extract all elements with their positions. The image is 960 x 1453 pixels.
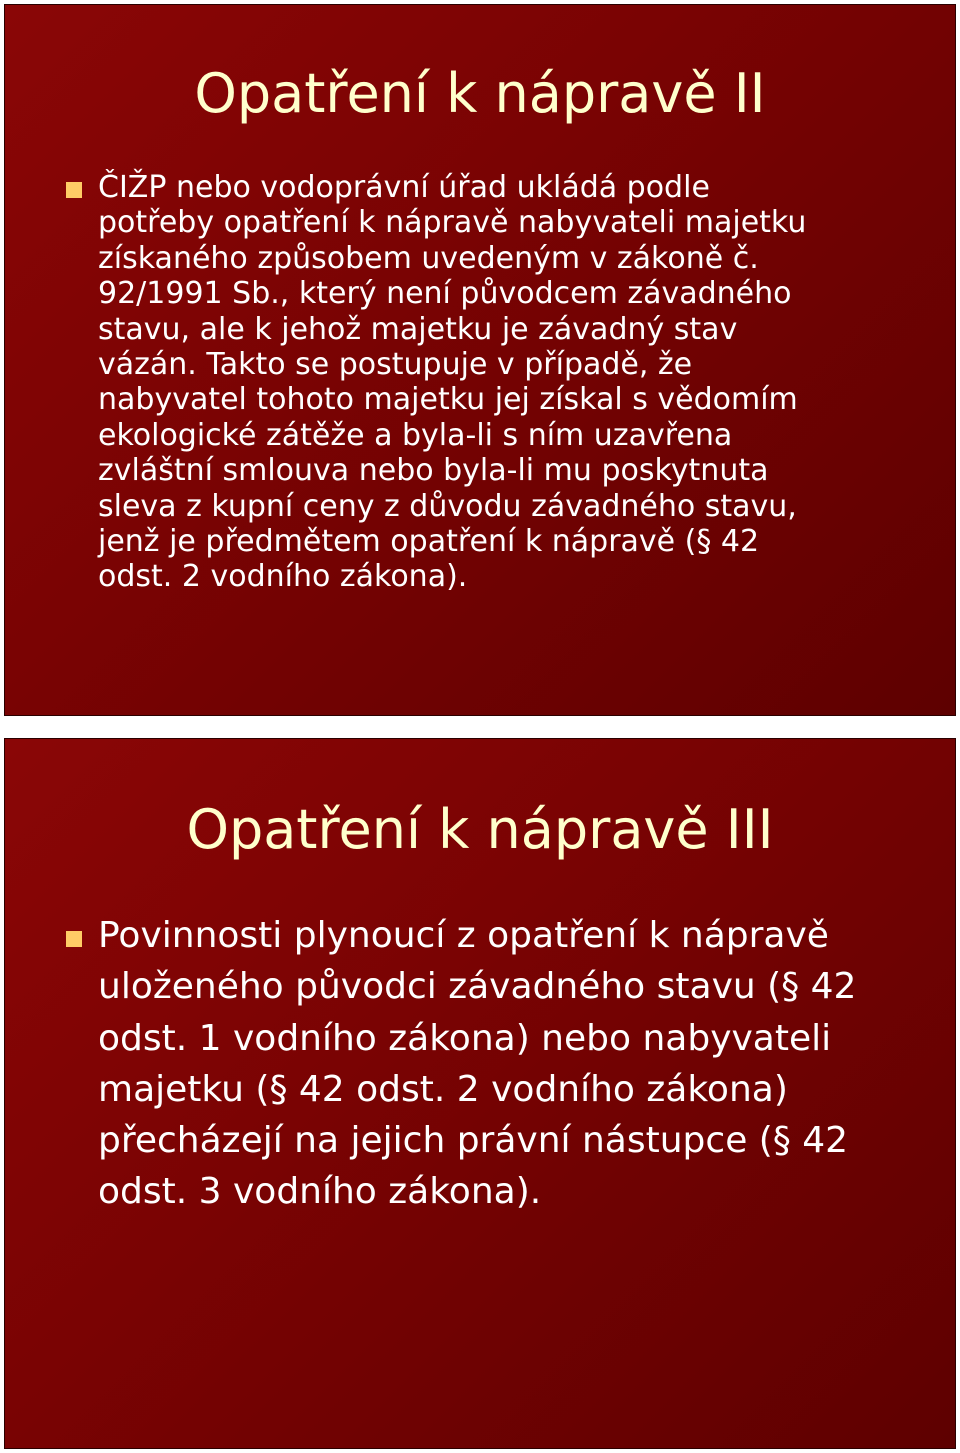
bullet-text [98,910,938,1218]
square-bullet-icon [66,182,82,198]
text-line: sleva z kupní ceny z důvodu závadného stavu, [98,488,797,524]
slide-1 [4,4,956,716]
bullet-text [98,170,898,595]
slide-2 [4,738,956,1449]
text-line: vázán. Takto se postupuje v případě, že [98,347,693,383]
text-line: přecházejí na jejich právní nástupce (§ 42 [98,1120,849,1162]
text-line: získaného způsobem uvedeným v zákoně č. [98,240,759,276]
text-line: odst. 3 vodního zákona). [98,1171,542,1213]
text-line: zvláštní smlouva nebo byla-li mu poskytnuta [98,453,769,489]
text-line: odst. 1 vodního zákona) nebo nabyvateli [98,1017,832,1059]
text-line: odst. 2 vodního zákona). [98,559,468,595]
text-line: stavu, ale k jehož majetku je závadný stav [98,311,738,347]
slide-title: Opatření k nápravě II [194,62,766,125]
text-line: majetku (§ 42 odst. 2 vodního zákona) [98,1068,788,1110]
text-line: jenž je předmětem opatření k nápravě (§ 42 [98,524,760,560]
text-line: uloženého původci závadného stavu (§ 42 [98,966,857,1008]
text-line: ČIŽP nebo vodoprávní úřad ukládá podle [98,170,710,205]
text-line: 92/1991 Sb., který není původcem závadného [98,276,792,312]
text-line: ekologické zátěže a byla-li s ním uzavřena [98,417,733,453]
text-line: potřeby opatření k nápravě nabyvateli majetku [98,205,807,241]
text-line: nabyvatel tohoto majetku jej získal s vědomím [98,382,798,418]
square-bullet-icon [66,931,82,947]
text-line: Povinnosti plynoucí z opatření k nápravě [98,915,829,956]
slide-title: Opatření k nápravě III [186,798,774,861]
